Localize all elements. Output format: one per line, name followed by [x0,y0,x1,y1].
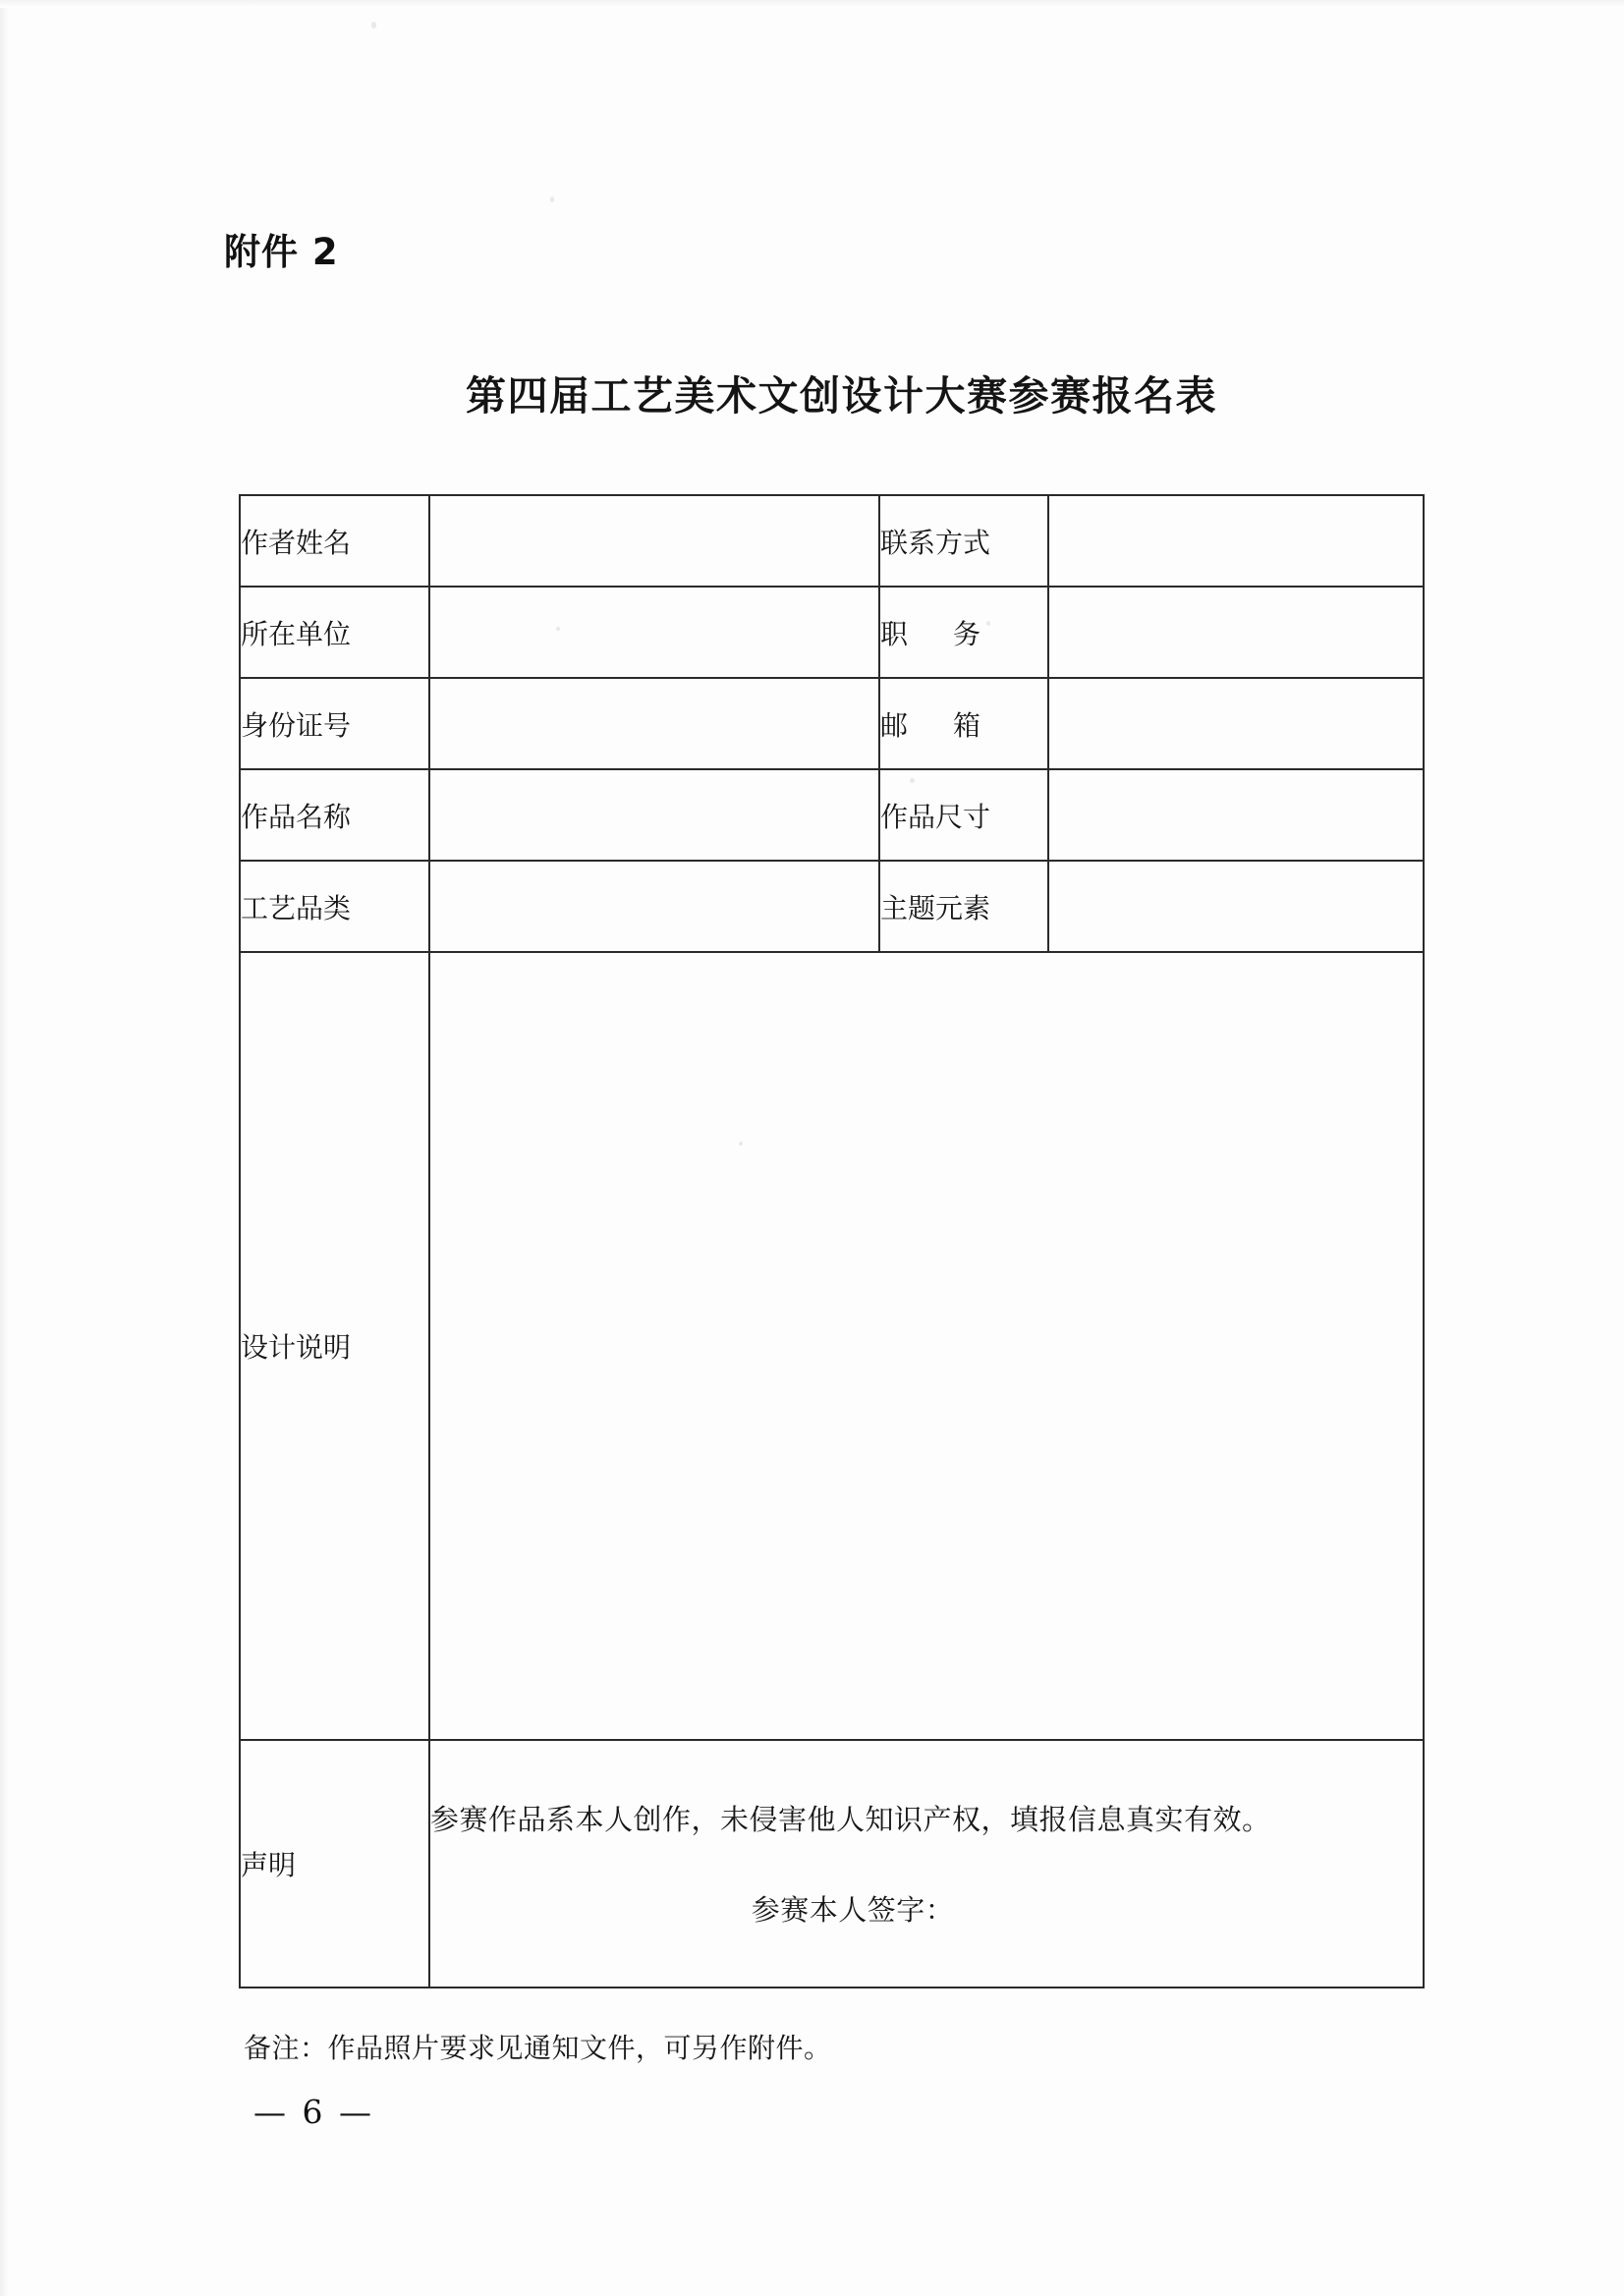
field-value-design-description[interactable] [429,952,1424,1740]
field-value-email[interactable] [1048,678,1424,769]
table-row-statement [240,1740,1424,1988]
field-value-theme-element[interactable] [1048,861,1424,952]
field-value-position[interactable] [1048,587,1424,678]
page-number: — 6 — [253,2093,374,2131]
field-label-work-title: 作品名称 [240,769,429,861]
field-value-work-title[interactable] [429,769,879,861]
scan-speck [371,22,376,28]
field-value-author-name[interactable] [429,495,879,587]
field-label-statement: 声明 [240,1740,429,1988]
registration-form-table [239,494,1425,1988]
field-label-work-unit: 所在单位 [240,587,429,678]
field-value-craft-category[interactable] [429,861,879,952]
field-label-position-char1: 职 [880,617,909,650]
field-label-theme-element: 主题元素 [879,861,1048,952]
table-row [240,678,1424,769]
field-label-email-char2: 箱 [953,708,981,742]
statement-text: 参赛作品系本人创作，未侵害他人知识产权，填报信息真实有效。 [430,1802,1271,1836]
field-label-author-name: 作者姓名 [240,495,429,587]
field-value-contact[interactable] [1048,495,1424,587]
field-label-id-number: 身份证号 [240,678,429,769]
table-row [240,861,1424,952]
field-value-statement [429,1740,1424,1988]
scan-edge-left [0,0,10,2296]
attachment-label: 附件 2 [224,231,339,273]
field-label-craft-category: 工艺品类 [240,861,429,952]
field-value-work-unit[interactable] [429,587,879,678]
scan-edge-top [0,0,1624,8]
remark-note: 备注：作品照片要求见通知文件，可另作附件。 [244,2032,832,2064]
field-label-contact: 联系方式 [879,495,1048,587]
field-label-email-char1: 邮 [880,708,909,742]
field-label-position [879,587,1048,678]
field-label-position-char2: 务 [953,617,981,650]
field-value-work-size[interactable] [1048,769,1424,861]
field-label-work-size: 作品尺寸 [879,769,1048,861]
page-title: 第四届工艺美术文创设计大赛参赛报名表 [466,372,1217,420]
field-label-design-description: 设计说明 [240,952,429,1740]
table-row [240,769,1424,861]
field-value-id-number[interactable] [429,678,879,769]
field-label-email [879,678,1048,769]
table-row [240,587,1424,678]
signature-label: 参赛本人签字： [751,1893,955,1928]
table-row-design-description [240,952,1424,1740]
scan-speck [550,196,554,202]
table-row [240,495,1424,587]
